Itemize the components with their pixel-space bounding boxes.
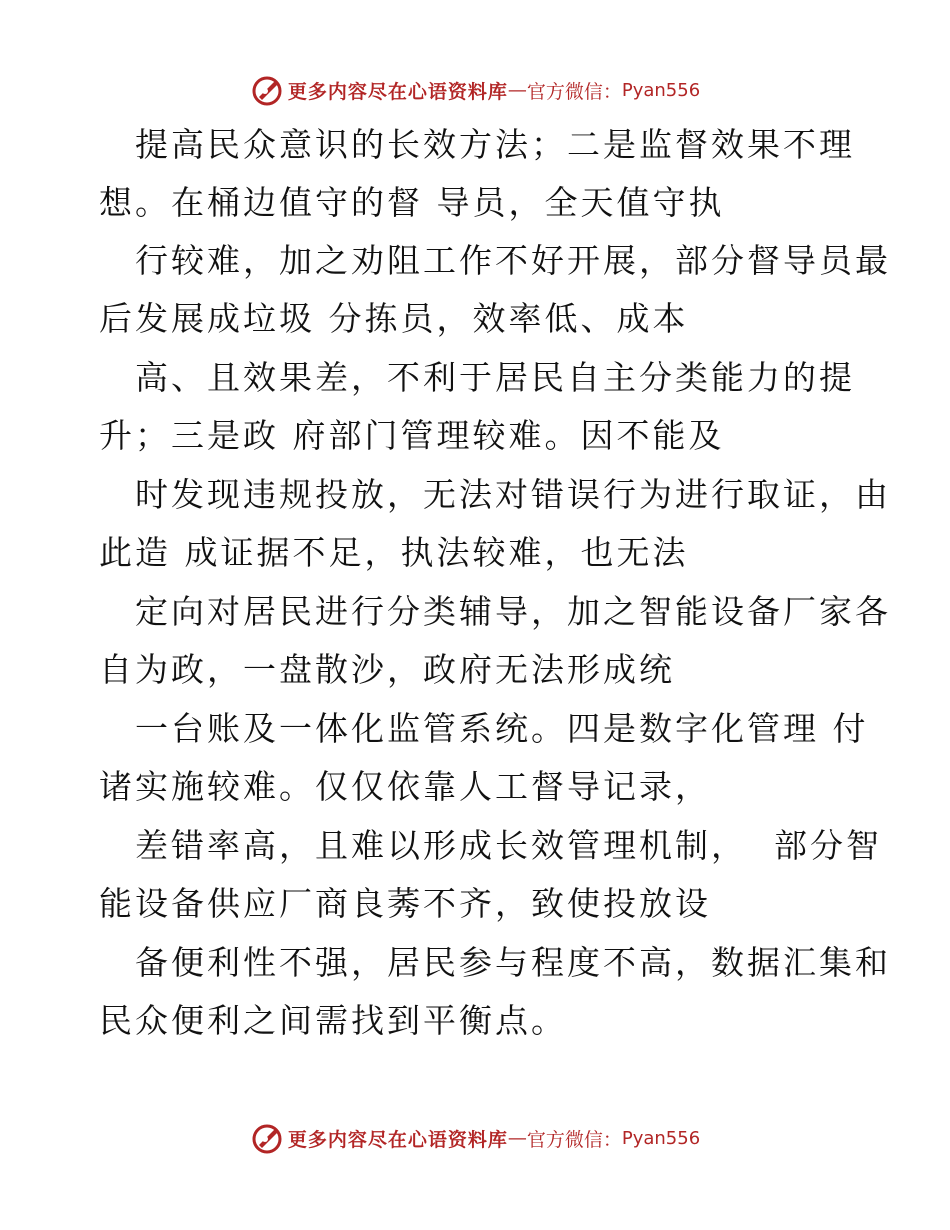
brush-logo-icon xyxy=(250,73,284,107)
text-line: 想。在桶边值守的督 导员，全天值守执 xyxy=(99,183,725,222)
banner-handle: Pyan556 xyxy=(621,79,701,101)
banner-sub-text: 官方微信： xyxy=(526,80,622,103)
banner-separator: — xyxy=(507,79,527,101)
text-line: 定向对居民进行分类辅导，加之智能设备厂家各 xyxy=(135,592,891,631)
banner-main-text: 更多内容尽在心语资料库 xyxy=(287,1128,508,1151)
banner-handle: Pyan556 xyxy=(621,1127,701,1149)
text-line: 诸实施较难。仅仅依靠人工督导记录， xyxy=(99,767,711,806)
text-line: 差错率高，且难以形成长效管理机制， 部分智 xyxy=(135,826,882,865)
text-line: 民众便利之间需找到平衡点。 xyxy=(99,1001,567,1040)
text-line: 自为政，一盘散沙，政府无法形成统 xyxy=(99,650,675,689)
text-line: 后发展成垃圾 分拣员，效率低、成本 xyxy=(99,299,689,338)
text-line: 高、且效果差，不利于居民自主分类能力的提 xyxy=(135,358,855,397)
banner-separator: — xyxy=(507,1127,527,1149)
text-line: 升；三是政 府部门管理较难。因不能及 xyxy=(99,416,725,455)
text-line: 能设备供应厂商良莠不齐，致使投放设 xyxy=(99,884,711,923)
brush-logo-icon xyxy=(250,1121,284,1155)
banner-sub-text: 官方微信： xyxy=(526,1128,622,1151)
text-line: 一台账及一体化监管系统。四是数字化管理 付 xyxy=(135,709,869,748)
text-line: 时发现违规投放，无法对错误行为进行取证，由 xyxy=(135,475,891,514)
text-line: 此造 成证据不足，执法较难，也无法 xyxy=(99,533,689,572)
text-line: 提高民众意识的长效方法；二是监督效果不理 xyxy=(135,125,855,164)
header-banner xyxy=(0,70,950,110)
text-line: 行较难，加之劝阻工作不好开展，部分督导员最 xyxy=(135,241,891,280)
banner-main-text: 更多内容尽在心语资料库 xyxy=(287,80,508,103)
text-line: 备便利性不强，居民参与程度不高，数据汇集和 xyxy=(135,943,891,982)
footer-banner xyxy=(0,1118,950,1158)
